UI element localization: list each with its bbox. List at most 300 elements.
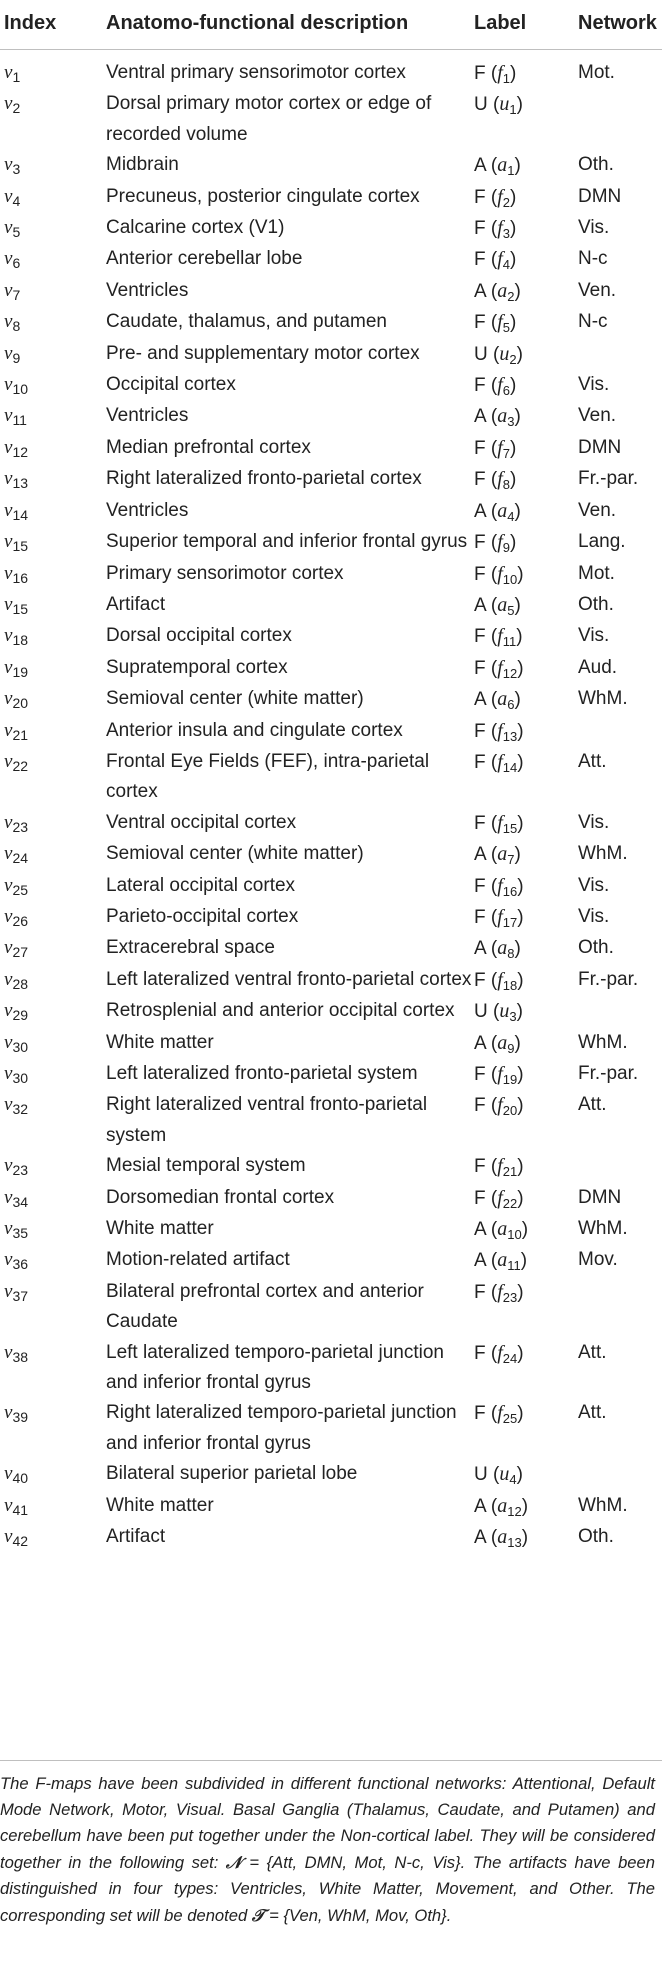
index-cell [0, 747, 106, 808]
label-variable: f [497, 811, 503, 834]
header-label: Label [474, 12, 527, 34]
description-cell: Semioval center (white matter) [106, 843, 364, 865]
table-row [0, 213, 662, 244]
network-cell: DMN [578, 436, 622, 458]
index-subscript: 40 [12, 1470, 29, 1487]
label-cell: F $(f_{24})$ [474, 1341, 524, 1366]
index-subscript: 37 [12, 1287, 29, 1304]
label-subscript: 18 [502, 977, 518, 993]
description-cell: Caudate, thalamus, and putamen [106, 311, 387, 333]
network-cell: Oth. [578, 154, 614, 176]
table-row [0, 1459, 662, 1490]
label-cell: F $(f_3)$ [474, 217, 517, 242]
table-row [0, 684, 662, 715]
label-variable: a [497, 688, 508, 711]
index-subscript: 19 [12, 663, 29, 680]
table-row [0, 1491, 662, 1522]
index-symbol: v [4, 499, 13, 521]
label-letter: A [474, 594, 486, 616]
index-symbol: v [4, 185, 13, 207]
description-cell: Semioval center (white matter) [106, 688, 364, 710]
label-subscript: 12 [502, 665, 518, 681]
index-subscript: 42 [12, 1533, 29, 1550]
description-cell: Parieto-occipital cortex [106, 905, 299, 927]
label-letter: F [474, 249, 486, 271]
footnote-part3: = {Ven, WhM, Mov, Oth}. [264, 1906, 452, 1925]
network-cell: WhM. [578, 688, 628, 710]
description-cell: Artifact [106, 1526, 166, 1548]
index-symbol: v [4, 1249, 13, 1271]
label-cell: F $(f_{15})$ [474, 811, 524, 836]
label-letter: F [474, 969, 486, 991]
index-symbol: v [4, 154, 13, 176]
label-letter: F [474, 1281, 486, 1303]
label-variable: a [497, 1031, 508, 1054]
label-variable: a [497, 405, 508, 428]
network-cell [578, 339, 662, 370]
label-cell: F $(f_{25})$ [474, 1402, 524, 1427]
label-cell: A $(a_1)$ [474, 154, 521, 179]
table-row [0, 1151, 662, 1182]
index-subscript: 24 [12, 850, 29, 867]
label-cell: U $(u_2)$ [474, 342, 523, 367]
table-row [0, 839, 662, 870]
label-variable: f [497, 1402, 503, 1425]
label-cell: A $(a_{12})$ [474, 1494, 529, 1519]
network-cell: Ven. [578, 499, 617, 521]
index-cell [0, 808, 106, 839]
label-variable: f [497, 62, 503, 84]
index-symbol: v [4, 405, 13, 427]
label-cell: A $(a_3)$ [474, 405, 521, 430]
network-cell: Vis. [578, 217, 610, 239]
label-variable: a [497, 154, 508, 177]
index-subscript: 41 [12, 1501, 29, 1518]
index-subscript: 38 [12, 1348, 29, 1365]
index-cell [0, 244, 106, 275]
index-cell [0, 716, 106, 747]
index-cell [0, 1398, 106, 1459]
index-subscript: 34 [12, 1193, 29, 1210]
label-letter: F [474, 626, 486, 648]
index-cell [0, 307, 106, 338]
index-symbol: v [4, 1280, 13, 1302]
label-letter: A [474, 1219, 486, 1241]
label-subscript: 12 [507, 1503, 522, 1519]
label-letter: F [474, 1095, 486, 1117]
label-subscript: 6 [502, 383, 511, 399]
label-letter: A [474, 280, 486, 302]
label-variable: a [497, 1218, 508, 1241]
index-symbol: v [4, 719, 13, 741]
label-variable: u [499, 1000, 510, 1023]
label-cell: U $(u_1)$ [474, 93, 523, 118]
label-cell: A $(a_6)$ [474, 688, 521, 713]
index-symbol: v [4, 625, 13, 647]
label-subscript: 16 [502, 883, 518, 899]
label-variable: a [497, 279, 508, 302]
label-variable: f [497, 1280, 503, 1303]
network-cell: Fr.-par. [578, 1063, 639, 1084]
label-letter: F [474, 812, 486, 834]
index-subscript: 23 [12, 1162, 29, 1179]
index-cell [0, 590, 106, 621]
table-row [0, 464, 662, 495]
description-cell: White matter [106, 1031, 214, 1053]
index-symbol: v [4, 374, 13, 396]
index-symbol: v [4, 750, 13, 772]
description-cell: Right lateralized fronto-parietal cortex [106, 468, 422, 490]
label-cell: F $(f_8)$ [474, 468, 517, 493]
index-symbol: v [4, 874, 13, 896]
label-subscript: 5 [502, 320, 511, 336]
table-row [0, 339, 662, 370]
label-variable: f [497, 436, 503, 459]
label-cell: F $(f_{10})$ [474, 562, 524, 587]
network-cell: Vis. [578, 811, 610, 833]
index-cell [0, 1059, 106, 1090]
index-symbol: v [4, 1463, 13, 1485]
index-subscript: 9 [12, 349, 21, 366]
label-subscript: 4 [509, 1472, 517, 1488]
table-row [0, 965, 662, 996]
index-cell [0, 276, 106, 307]
description-cell: Ventricles [106, 405, 189, 427]
label-cell: F $(f_1)$ [474, 62, 517, 86]
label-subscript: 20 [502, 1103, 518, 1119]
label-variable: f [497, 625, 503, 648]
index-symbol: v [4, 1000, 13, 1022]
network-cell [578, 1459, 662, 1490]
label-letter: F [474, 437, 486, 459]
index-symbol: v [4, 843, 13, 865]
label-cell: F $(f_{17})$ [474, 905, 524, 930]
index-symbol: v [4, 905, 13, 927]
description-cell: Right lateralized ventral fronto-parietal system [106, 1094, 428, 1146]
table-row [0, 1245, 662, 1276]
label-variable: a [497, 1494, 508, 1517]
label-cell: F $(f_{21})$ [474, 1155, 524, 1180]
index-symbol: v [4, 1526, 13, 1548]
index-cell [0, 1522, 106, 1553]
label-subscript: 19 [502, 1072, 518, 1087]
description-cell: Motion-related artifact [106, 1249, 290, 1271]
label-variable: u [499, 1463, 510, 1486]
index-cell [0, 1277, 106, 1338]
index-cell [0, 933, 106, 964]
index-subscript: 12 [12, 443, 29, 460]
network-cell: WhM. [578, 1494, 628, 1516]
network-cell: Fr.-par. [578, 468, 639, 490]
description-cell: Left lateralized fronto-parietal system [106, 1063, 418, 1084]
label-subscript: 1 [509, 102, 517, 118]
label-letter: F [474, 906, 486, 928]
description-cell: Ventral occipital cortex [106, 811, 297, 833]
label-subscript: 8 [502, 477, 511, 493]
description-cell: Median prefrontal cortex [106, 436, 311, 458]
label-subscript: 10 [502, 571, 518, 587]
table-row [0, 496, 662, 527]
index-symbol: v [4, 1063, 13, 1084]
label-letter: A [474, 1250, 486, 1272]
index-cell [0, 1338, 106, 1399]
label-letter: A [474, 844, 486, 866]
label-variable: f [497, 374, 503, 397]
index-symbol: v [4, 436, 13, 458]
label-variable: a [497, 1526, 508, 1549]
description-cell: Dorsomedian frontal cortex [106, 1186, 335, 1208]
index-subscript: 2 [12, 100, 21, 117]
index-cell [0, 902, 106, 933]
label-letter: U [474, 1001, 488, 1023]
table-row [0, 621, 662, 652]
label-variable: a [497, 843, 508, 866]
network-cell: DMN [578, 1186, 622, 1208]
label-cell: U $(u_4)$ [474, 1463, 523, 1488]
network-cell: Oth. [578, 593, 614, 615]
footnote-part2: = {Att, DMN, Mot, N-c, Vis}. The artifacts have been distinguished in four types: Ventricles, White Matter, Movement, and Other. The corresponding set will be denoted [0, 1853, 655, 1925]
label-letter: A [474, 406, 486, 428]
description-cell: Dorsal occipital cortex [106, 625, 292, 647]
label-variable: f [497, 719, 503, 742]
index-symbol: v [4, 1094, 13, 1116]
label-subscript: 3 [502, 226, 511, 242]
label-variable: f [497, 562, 503, 585]
index-cell [0, 559, 106, 590]
description-cell: Dorsal primary motor cortex or edge of recorded volume [106, 93, 432, 145]
label-letter: F [474, 1187, 486, 1209]
index-cell [0, 213, 106, 244]
index-symbol: v [4, 217, 13, 239]
index-subscript: 30 [12, 1038, 29, 1055]
label-cell: F $(f_2)$ [474, 185, 517, 210]
label-letter: F [474, 563, 486, 585]
label-letter: A [474, 1032, 486, 1054]
index-symbol: v [4, 1218, 13, 1240]
index-subscript: 35 [12, 1225, 29, 1242]
label-cell: A $(a_5)$ [474, 593, 521, 618]
label-cell: A $(a_{11})$ [474, 1249, 528, 1274]
index-cell [0, 527, 106, 558]
index-symbol: v [4, 937, 13, 959]
header-index: Index [4, 12, 57, 34]
table-row [0, 1214, 662, 1245]
index-symbol: v [4, 62, 13, 83]
index-subscript: 22 [12, 757, 29, 774]
index-symbol: v [4, 1402, 13, 1424]
label-variable: u [499, 93, 510, 116]
label-cell: A $(a_9)$ [474, 1031, 521, 1056]
table-row [0, 871, 662, 902]
description-cell: Superior temporal and inferior frontal gyrus [106, 531, 468, 553]
network-cell: Att. [578, 1094, 607, 1116]
index-subscript: 21 [12, 726, 29, 743]
label-subscript: 2 [502, 194, 511, 210]
network-cell [578, 1277, 662, 1338]
index-subscript: 15 [12, 538, 29, 555]
index-subscript: 3 [12, 161, 21, 178]
index-subscript: 39 [12, 1409, 29, 1426]
index-cell [0, 401, 106, 432]
label-subscript: 5 [507, 602, 515, 618]
label-cell: F $(f_{20})$ [474, 1094, 524, 1119]
index-subscript: 6 [12, 255, 21, 272]
network-cell: Vis. [578, 905, 610, 927]
table-row [0, 716, 662, 747]
label-subscript: 14 [502, 759, 518, 775]
network-cell: DMN [578, 185, 622, 207]
network-cell: Fr.-par. [578, 968, 639, 990]
index-subscript: 1 [12, 69, 21, 85]
label-subscript: 7 [502, 445, 511, 461]
label-letter: A [474, 155, 486, 177]
network-cell: N-c [578, 248, 608, 270]
label-variable: f [497, 217, 503, 240]
label-cell: F $(f_{19})$ [474, 1063, 524, 1087]
table-header [0, 0, 662, 50]
label-cell: F $(f_7)$ [474, 436, 517, 461]
network-cell: WhM. [578, 1218, 628, 1240]
label-cell: F $(f_{23})$ [474, 1280, 524, 1305]
index-subscript: 18 [12, 632, 29, 649]
table-row [0, 276, 662, 307]
label-cell: F $(f_{11})$ [474, 625, 523, 650]
index-subscript: 11 [12, 412, 27, 429]
label-letter: F [474, 1342, 486, 1364]
table-row [0, 370, 662, 401]
label-variable: a [497, 499, 508, 522]
label-variable: f [497, 1341, 503, 1364]
index-cell [0, 1459, 106, 1490]
label-cell: A $(a_{13})$ [474, 1526, 529, 1551]
label-letter: F [474, 1403, 486, 1425]
label-variable: f [497, 968, 503, 991]
table-row [0, 527, 662, 558]
network-cell [578, 716, 662, 747]
index-cell [0, 1183, 106, 1214]
table-row [0, 244, 662, 275]
index-symbol: v [4, 1494, 13, 1516]
label-letter: F [474, 312, 486, 334]
label-subscript: 21 [502, 1164, 518, 1180]
label-cell: A $(a_7)$ [474, 843, 521, 868]
index-symbol: v [4, 968, 13, 990]
artifact-set-symbol: 𝒯 [251, 1905, 265, 1925]
label-letter: F [474, 469, 486, 491]
network-cell: Att. [578, 750, 607, 772]
index-subscript: 8 [12, 318, 21, 335]
label-variable: a [497, 1249, 508, 1272]
network-cell [578, 996, 662, 1027]
table-body [0, 58, 662, 1554]
network-cell: Att. [578, 1341, 607, 1363]
index-cell [0, 996, 106, 1027]
index-cell [0, 839, 106, 870]
description-cell: Occipital cortex [106, 374, 236, 396]
description-cell: Midbrain [106, 154, 179, 176]
label-variable: f [497, 1063, 503, 1085]
description-cell: Lateral occipital cortex [106, 874, 296, 896]
network-cell: Att. [578, 1402, 607, 1424]
index-symbol: v [4, 1341, 13, 1363]
table-row [0, 1522, 662, 1553]
network-cell: Vis. [578, 374, 610, 396]
label-letter: F [474, 720, 486, 742]
label-variable: f [497, 468, 503, 491]
index-cell [0, 182, 106, 213]
index-subscript: 14 [12, 506, 29, 523]
label-letter: U [474, 94, 488, 116]
description-cell: Extracerebral space [106, 937, 275, 959]
index-cell [0, 433, 106, 464]
network-cell [578, 1151, 662, 1182]
index-subscript: 13 [12, 475, 29, 492]
label-subscript: 22 [502, 1195, 518, 1211]
label-letter: U [474, 1464, 488, 1486]
index-symbol: v [4, 688, 13, 710]
label-subscript: 6 [507, 697, 515, 713]
description-cell: Ventricles [106, 499, 189, 521]
label-variable: f [497, 656, 503, 679]
description-cell: Left lateralized temporo-parietal junction and inferior frontal gyrus [106, 1341, 444, 1394]
index-cell [0, 871, 106, 902]
label-cell: F $(f_5)$ [474, 311, 517, 336]
label-subscript: 7 [507, 852, 515, 868]
index-subscript: 10 [12, 381, 29, 398]
index-cell [0, 684, 106, 715]
index-symbol: v [4, 468, 13, 490]
label-cell: F $(f_6)$ [474, 374, 517, 399]
table-footnote [0, 1771, 655, 1929]
index-cell [0, 370, 106, 401]
table-row [0, 307, 662, 338]
label-variable: f [497, 874, 503, 897]
index-symbol: v [4, 248, 13, 270]
table-row [0, 1338, 662, 1399]
index-subscript: 27 [12, 944, 29, 961]
network-cell: WhM. [578, 1031, 628, 1053]
label-variable: f [497, 531, 503, 554]
table-row [0, 808, 662, 839]
label-subscript: 8 [507, 946, 515, 962]
index-subscript: 20 [12, 695, 29, 712]
label-letter: A [474, 689, 486, 711]
description-cell: Anterior cerebellar lobe [106, 248, 303, 270]
label-subscript: 24 [502, 1350, 518, 1366]
index-cell [0, 1214, 106, 1245]
index-subscript: 36 [12, 1256, 29, 1273]
label-subscript: 2 [509, 351, 517, 367]
index-subscript: 5 [12, 224, 21, 241]
label-letter: A [474, 500, 486, 522]
index-symbol: v [4, 562, 13, 584]
label-letter: F [474, 63, 486, 84]
index-symbol: v [4, 811, 13, 833]
label-variable: a [497, 593, 508, 616]
table-row [0, 902, 662, 933]
network-cell: Vis. [578, 874, 610, 896]
label-subscript: 4 [502, 257, 511, 273]
network-cell: Mot. [578, 62, 615, 83]
description-cell: Bilateral superior parietal lobe [106, 1463, 358, 1485]
index-subscript: 15 [12, 600, 29, 617]
label-cell: F $(f_4)$ [474, 248, 517, 273]
label-variable: a [497, 937, 508, 960]
table-row [0, 933, 662, 964]
table-row [0, 58, 662, 89]
label-letter: F [474, 657, 486, 679]
table-row [0, 89, 662, 150]
